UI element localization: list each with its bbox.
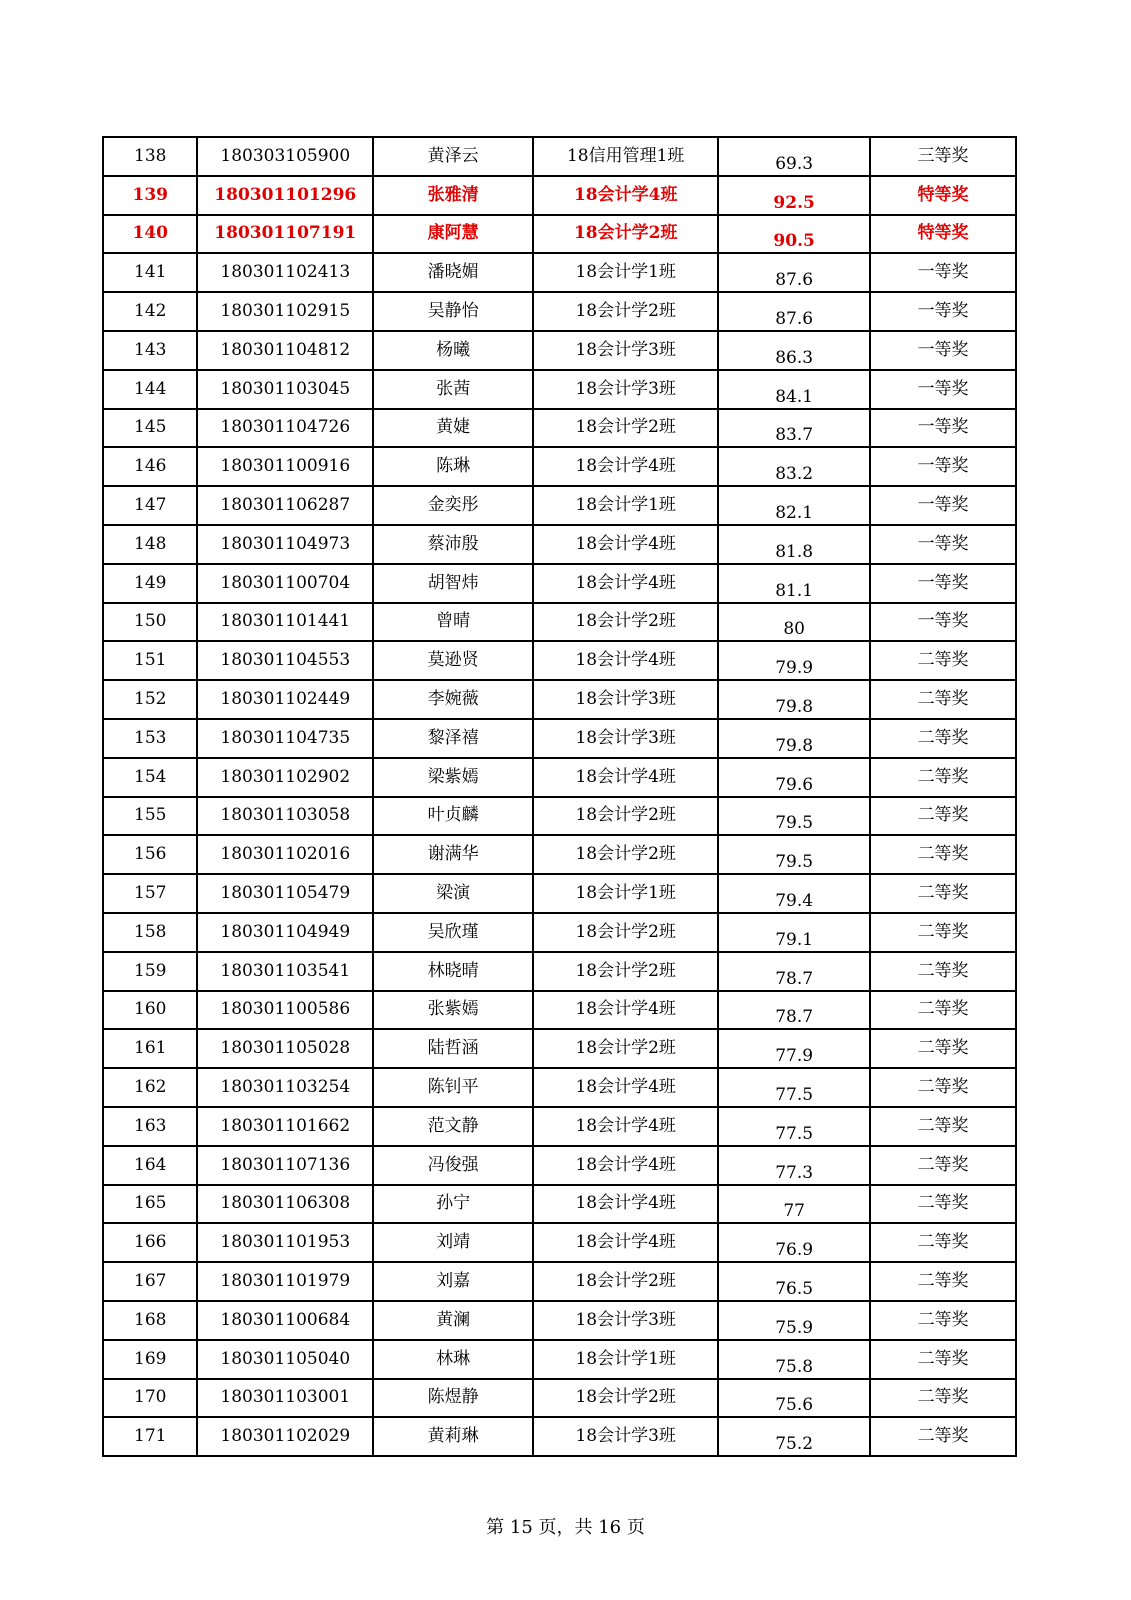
student-name-cell: 黄泽云 bbox=[373, 137, 533, 176]
row-number-cell: 151 bbox=[103, 641, 197, 680]
class-cell: 18会计学2班 bbox=[533, 1379, 718, 1418]
score-cell: 83.7 bbox=[718, 409, 870, 448]
student-id-cell: 180301107136 bbox=[197, 1146, 373, 1185]
score-cell: 79.8 bbox=[718, 719, 870, 758]
class-cell: 18会计学2班 bbox=[533, 913, 718, 952]
student-id-cell: 180301101953 bbox=[197, 1223, 373, 1262]
class-cell: 18会计学1班 bbox=[533, 253, 718, 292]
class-cell: 18会计学2班 bbox=[533, 797, 718, 836]
student-id-cell: 180301105479 bbox=[197, 874, 373, 913]
award-cell: 二等奖 bbox=[870, 758, 1016, 797]
row-number-cell: 167 bbox=[103, 1262, 197, 1301]
student-name-cell: 叶贞麟 bbox=[373, 797, 533, 836]
row-number-cell: 171 bbox=[103, 1417, 197, 1456]
table-row bbox=[103, 680, 1016, 719]
score-cell: 75.8 bbox=[718, 1340, 870, 1379]
class-cell: 18会计学2班 bbox=[533, 603, 718, 642]
student-id-cell: 180301104973 bbox=[197, 525, 373, 564]
award-cell: 二等奖 bbox=[870, 1417, 1016, 1456]
student-id-cell: 180301102029 bbox=[197, 1417, 373, 1456]
class-cell: 18会计学3班 bbox=[533, 719, 718, 758]
student-id-cell: 180301100704 bbox=[197, 564, 373, 603]
student-name-cell: 谢满华 bbox=[373, 835, 533, 874]
score-cell: 79.4 bbox=[718, 874, 870, 913]
student-name-cell: 潘晓媚 bbox=[373, 253, 533, 292]
row-number-cell: 145 bbox=[103, 409, 197, 448]
score-cell: 87.6 bbox=[718, 253, 870, 292]
student-name-cell: 陈钊平 bbox=[373, 1068, 533, 1107]
award-cell: 二等奖 bbox=[870, 797, 1016, 836]
table-row bbox=[103, 874, 1016, 913]
student-name-cell: 冯俊强 bbox=[373, 1146, 533, 1185]
row-number-cell: 156 bbox=[103, 835, 197, 874]
row-number-cell: 169 bbox=[103, 1340, 197, 1379]
student-id-cell: 180301106287 bbox=[197, 486, 373, 525]
score-cell: 81.1 bbox=[718, 564, 870, 603]
row-number-cell: 160 bbox=[103, 991, 197, 1030]
student-id-cell: 180301102915 bbox=[197, 292, 373, 331]
score-cell: 92.5 bbox=[718, 176, 870, 215]
class-cell: 18会计学2班 bbox=[533, 952, 718, 991]
table-row bbox=[103, 1029, 1016, 1068]
class-cell: 18信用管理1班 bbox=[533, 137, 718, 176]
score-cell: 79.5 bbox=[718, 797, 870, 836]
student-name-cell: 林晓晴 bbox=[373, 952, 533, 991]
award-cell: 二等奖 bbox=[870, 1262, 1016, 1301]
award-cell: 一等奖 bbox=[870, 603, 1016, 642]
class-cell: 18会计学4班 bbox=[533, 176, 718, 215]
student-name-cell: 林琳 bbox=[373, 1340, 533, 1379]
table-row bbox=[103, 719, 1016, 758]
student-name-cell: 陈煜静 bbox=[373, 1379, 533, 1418]
row-number-cell: 165 bbox=[103, 1185, 197, 1224]
student-name-cell: 梁紫嫣 bbox=[373, 758, 533, 797]
class-cell: 18会计学4班 bbox=[533, 1107, 718, 1146]
score-cell: 78.7 bbox=[718, 952, 870, 991]
award-cell: 二等奖 bbox=[870, 1107, 1016, 1146]
table-row bbox=[103, 603, 1016, 642]
row-number-cell: 161 bbox=[103, 1029, 197, 1068]
score-cell: 75.6 bbox=[718, 1379, 870, 1418]
award-cell: 二等奖 bbox=[870, 913, 1016, 952]
student-name-cell: 胡智炜 bbox=[373, 564, 533, 603]
student-id-cell: 180301104726 bbox=[197, 409, 373, 448]
row-number-cell: 143 bbox=[103, 331, 197, 370]
class-cell: 18会计学4班 bbox=[533, 1146, 718, 1185]
award-cell: 一等奖 bbox=[870, 331, 1016, 370]
student-name-cell: 张茜 bbox=[373, 370, 533, 409]
student-id-cell: 180301100916 bbox=[197, 447, 373, 486]
score-cell: 84.1 bbox=[718, 370, 870, 409]
student-name-cell: 孙宁 bbox=[373, 1185, 533, 1224]
award-cell: 一等奖 bbox=[870, 447, 1016, 486]
table-row bbox=[103, 409, 1016, 448]
score-cell: 77.9 bbox=[718, 1029, 870, 1068]
student-id-cell: 180301106308 bbox=[197, 1185, 373, 1224]
row-number-cell: 163 bbox=[103, 1107, 197, 1146]
student-id-cell: 180301104949 bbox=[197, 913, 373, 952]
award-cell: 二等奖 bbox=[870, 641, 1016, 680]
class-cell: 18会计学2班 bbox=[533, 409, 718, 448]
class-cell: 18会计学2班 bbox=[533, 292, 718, 331]
class-cell: 18会计学3班 bbox=[533, 1301, 718, 1340]
award-cell: 一等奖 bbox=[870, 564, 1016, 603]
row-number-cell: 140 bbox=[103, 215, 197, 254]
student-name-cell: 黄婕 bbox=[373, 409, 533, 448]
award-cell: 二等奖 bbox=[870, 835, 1016, 874]
award-cell: 一等奖 bbox=[870, 292, 1016, 331]
award-cell: 一等奖 bbox=[870, 370, 1016, 409]
row-number-cell: 164 bbox=[103, 1146, 197, 1185]
row-number-cell: 142 bbox=[103, 292, 197, 331]
student-name-cell: 范文静 bbox=[373, 1107, 533, 1146]
award-cell: 一等奖 bbox=[870, 486, 1016, 525]
table-row bbox=[103, 1379, 1016, 1418]
row-number-cell: 155 bbox=[103, 797, 197, 836]
award-cell: 二等奖 bbox=[870, 1340, 1016, 1379]
row-number-cell: 154 bbox=[103, 758, 197, 797]
score-cell: 75.9 bbox=[718, 1301, 870, 1340]
student-id-cell: 180301103254 bbox=[197, 1068, 373, 1107]
award-cell: 二等奖 bbox=[870, 1223, 1016, 1262]
table-row bbox=[103, 952, 1016, 991]
score-cell: 83.2 bbox=[718, 447, 870, 486]
page-footer: 第 15 页，共 16 页 bbox=[486, 1517, 645, 1538]
score-cell: 80 bbox=[718, 603, 870, 642]
score-cell: 77.3 bbox=[718, 1146, 870, 1185]
class-cell: 18会计学3班 bbox=[533, 1417, 718, 1456]
table-row bbox=[103, 176, 1016, 215]
score-cell: 79.5 bbox=[718, 835, 870, 874]
table-row bbox=[103, 331, 1016, 370]
table-row bbox=[103, 564, 1016, 603]
score-cell: 79.1 bbox=[718, 913, 870, 952]
row-number-cell: 153 bbox=[103, 719, 197, 758]
row-number-cell: 158 bbox=[103, 913, 197, 952]
table-row bbox=[103, 486, 1016, 525]
award-cell: 二等奖 bbox=[870, 952, 1016, 991]
table-row bbox=[103, 215, 1016, 254]
class-cell: 18会计学2班 bbox=[533, 1029, 718, 1068]
class-cell: 18会计学2班 bbox=[533, 1262, 718, 1301]
row-number-cell: 141 bbox=[103, 253, 197, 292]
score-cell: 81.8 bbox=[718, 525, 870, 564]
student-name-cell: 刘靖 bbox=[373, 1223, 533, 1262]
score-cell: 69.3 bbox=[718, 137, 870, 176]
row-number-cell: 148 bbox=[103, 525, 197, 564]
award-cell: 二等奖 bbox=[870, 1068, 1016, 1107]
row-number-cell: 138 bbox=[103, 137, 197, 176]
student-name-cell: 康阿慧 bbox=[373, 215, 533, 254]
row-number-cell: 139 bbox=[103, 176, 197, 215]
student-id-cell: 180301101441 bbox=[197, 603, 373, 642]
row-number-cell: 170 bbox=[103, 1379, 197, 1418]
table-row bbox=[103, 1340, 1016, 1379]
student-name-cell: 蔡沛殷 bbox=[373, 525, 533, 564]
row-number-cell: 150 bbox=[103, 603, 197, 642]
table-row bbox=[103, 835, 1016, 874]
class-cell: 18会计学4班 bbox=[533, 564, 718, 603]
row-number-cell: 157 bbox=[103, 874, 197, 913]
row-number-cell: 144 bbox=[103, 370, 197, 409]
student-id-cell: 180301105028 bbox=[197, 1029, 373, 1068]
student-name-cell: 张雅清 bbox=[373, 176, 533, 215]
row-number-cell: 166 bbox=[103, 1223, 197, 1262]
student-name-cell: 张紫嫣 bbox=[373, 991, 533, 1030]
class-cell: 18会计学2班 bbox=[533, 215, 718, 254]
student-id-cell: 180301102902 bbox=[197, 758, 373, 797]
table-row bbox=[103, 292, 1016, 331]
award-cell: 二等奖 bbox=[870, 1301, 1016, 1340]
award-cell: 三等奖 bbox=[870, 137, 1016, 176]
award-cell: 二等奖 bbox=[870, 1185, 1016, 1224]
table-row bbox=[103, 991, 1016, 1030]
table-row bbox=[103, 1417, 1016, 1456]
award-cell: 二等奖 bbox=[870, 991, 1016, 1030]
row-number-cell: 159 bbox=[103, 952, 197, 991]
score-cell: 78.7 bbox=[718, 991, 870, 1030]
class-cell: 18会计学3班 bbox=[533, 331, 718, 370]
class-cell: 18会计学4班 bbox=[533, 525, 718, 564]
award-cell: 二等奖 bbox=[870, 719, 1016, 758]
student-name-cell: 吴欣瑾 bbox=[373, 913, 533, 952]
score-cell: 77.5 bbox=[718, 1107, 870, 1146]
class-cell: 18会计学2班 bbox=[533, 835, 718, 874]
score-cell: 86.3 bbox=[718, 331, 870, 370]
award-cell: 二等奖 bbox=[870, 1029, 1016, 1068]
student-name-cell: 刘嘉 bbox=[373, 1262, 533, 1301]
student-id-cell: 180301103058 bbox=[197, 797, 373, 836]
student-id-cell: 180301101296 bbox=[197, 176, 373, 215]
class-cell: 18会计学4班 bbox=[533, 641, 718, 680]
score-cell: 79.6 bbox=[718, 758, 870, 797]
score-cell: 77 bbox=[718, 1185, 870, 1224]
student-name-cell: 黄莉琳 bbox=[373, 1417, 533, 1456]
table-row bbox=[103, 1223, 1016, 1262]
student-id-cell: 180301104812 bbox=[197, 331, 373, 370]
table-row bbox=[103, 525, 1016, 564]
award-cell: 一等奖 bbox=[870, 253, 1016, 292]
table-row bbox=[103, 1146, 1016, 1185]
score-cell: 79.8 bbox=[718, 680, 870, 719]
student-id-cell: 180301100586 bbox=[197, 991, 373, 1030]
student-id-cell: 180301102413 bbox=[197, 253, 373, 292]
award-cell: 二等奖 bbox=[870, 1146, 1016, 1185]
row-number-cell: 162 bbox=[103, 1068, 197, 1107]
student-id-cell: 180301103001 bbox=[197, 1379, 373, 1418]
student-id-cell: 180301103541 bbox=[197, 952, 373, 991]
student-id-cell: 180301102016 bbox=[197, 835, 373, 874]
table-row bbox=[103, 370, 1016, 409]
student-name-cell: 李婉薇 bbox=[373, 680, 533, 719]
table-row bbox=[103, 1068, 1016, 1107]
table-row bbox=[103, 137, 1016, 176]
student-id-cell: 180301104553 bbox=[197, 641, 373, 680]
table-row bbox=[103, 1185, 1016, 1224]
table-row bbox=[103, 641, 1016, 680]
award-cell: 二等奖 bbox=[870, 680, 1016, 719]
score-cell: 87.6 bbox=[718, 292, 870, 331]
row-number-cell: 152 bbox=[103, 680, 197, 719]
row-number-cell: 149 bbox=[103, 564, 197, 603]
student-name-cell: 吴静怡 bbox=[373, 292, 533, 331]
table-row bbox=[103, 1107, 1016, 1146]
student-name-cell: 莫逊贤 bbox=[373, 641, 533, 680]
student-id-cell: 180303105900 bbox=[197, 137, 373, 176]
class-cell: 18会计学1班 bbox=[533, 1340, 718, 1379]
student-id-cell: 180301105040 bbox=[197, 1340, 373, 1379]
student-name-cell: 金奕彤 bbox=[373, 486, 533, 525]
student-id-cell: 180301101979 bbox=[197, 1262, 373, 1301]
score-cell: 75.2 bbox=[718, 1417, 870, 1456]
student-name-cell: 黄澜 bbox=[373, 1301, 533, 1340]
student-id-cell: 180301103045 bbox=[197, 370, 373, 409]
table-row bbox=[103, 758, 1016, 797]
row-number-cell: 168 bbox=[103, 1301, 197, 1340]
table-row bbox=[103, 253, 1016, 292]
table-row bbox=[103, 913, 1016, 952]
class-cell: 18会计学4班 bbox=[533, 758, 718, 797]
class-cell: 18会计学1班 bbox=[533, 486, 718, 525]
score-cell: 90.5 bbox=[718, 215, 870, 254]
table-row bbox=[103, 797, 1016, 836]
score-cell: 77.5 bbox=[718, 1068, 870, 1107]
student-name-cell: 梁演 bbox=[373, 874, 533, 913]
student-id-cell: 180301107191 bbox=[197, 215, 373, 254]
class-cell: 18会计学1班 bbox=[533, 874, 718, 913]
student-name-cell: 陈琳 bbox=[373, 447, 533, 486]
student-name-cell: 曾晴 bbox=[373, 603, 533, 642]
student-id-cell: 180301100684 bbox=[197, 1301, 373, 1340]
row-number-cell: 146 bbox=[103, 447, 197, 486]
class-cell: 18会计学3班 bbox=[533, 370, 718, 409]
award-table bbox=[102, 136, 1017, 1457]
student-id-cell: 180301101662 bbox=[197, 1107, 373, 1146]
class-cell: 18会计学4班 bbox=[533, 1185, 718, 1224]
student-id-cell: 180301104735 bbox=[197, 719, 373, 758]
award-cell: 一等奖 bbox=[870, 525, 1016, 564]
award-cell: 特等奖 bbox=[870, 215, 1016, 254]
award-cell: 二等奖 bbox=[870, 1379, 1016, 1418]
score-cell: 76.9 bbox=[718, 1223, 870, 1262]
class-cell: 18会计学4班 bbox=[533, 991, 718, 1030]
score-cell: 76.5 bbox=[718, 1262, 870, 1301]
award-cell: 特等奖 bbox=[870, 176, 1016, 215]
class-cell: 18会计学4班 bbox=[533, 1223, 718, 1262]
row-number-cell: 147 bbox=[103, 486, 197, 525]
score-cell: 82.1 bbox=[718, 486, 870, 525]
table-row bbox=[103, 447, 1016, 486]
class-cell: 18会计学3班 bbox=[533, 680, 718, 719]
award-table-body bbox=[103, 137, 1016, 1456]
class-cell: 18会计学4班 bbox=[533, 1068, 718, 1107]
award-cell: 一等奖 bbox=[870, 409, 1016, 448]
student-name-cell: 黎泽禧 bbox=[373, 719, 533, 758]
table-row bbox=[103, 1301, 1016, 1340]
table-row bbox=[103, 1262, 1016, 1301]
class-cell: 18会计学4班 bbox=[533, 447, 718, 486]
award-cell: 二等奖 bbox=[870, 874, 1016, 913]
score-cell: 79.9 bbox=[718, 641, 870, 680]
student-name-cell: 杨曦 bbox=[373, 331, 533, 370]
student-name-cell: 陆哲涵 bbox=[373, 1029, 533, 1068]
student-id-cell: 180301102449 bbox=[197, 680, 373, 719]
